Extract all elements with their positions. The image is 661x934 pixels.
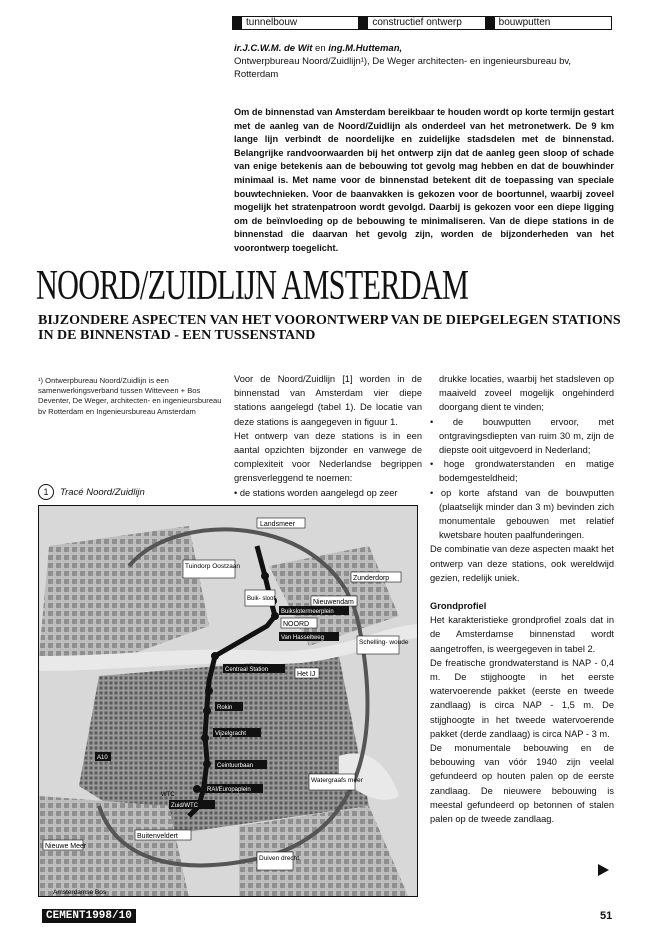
map-label-zuidwtc: Zuid/WTC: [171, 803, 198, 809]
map-label-schellingwoude: Schelling- woude: [359, 639, 409, 646]
map-label-buikslotermeerplein: Buikslotermeerplein: [281, 609, 334, 615]
body-column-2: [234, 372, 422, 500]
tab-constructief-ontwerp: [359, 17, 485, 29]
tab-marker: [233, 17, 242, 29]
tab-marker: [486, 17, 495, 29]
route-map: [38, 505, 418, 897]
article-title: NOORD/ZUIDLIJN AMSTERDAM: [36, 263, 469, 309]
bullet-item: • hoge grondwaterstanden en matige bodemgesteldheid;: [430, 459, 614, 484]
map-label-ceintuurbaan: Ceintuurbaan: [217, 763, 254, 769]
tab-tunnelbouw: [233, 17, 359, 29]
continue-arrow-icon: [598, 864, 609, 876]
bullet-item: • op korte afstand van de bouwputten (plaatselijk minder dan 3 m) bevinden zich monumentale gebouwen met relatief kwetsbare houten paalfunderingen.: [430, 487, 614, 541]
tab-label: tunnelbouw: [246, 17, 298, 28]
tab-marker: [359, 17, 368, 29]
map-label-centraal: Centraal Station: [225, 667, 269, 673]
author-affiliation: Ontwerpbureau Noord/Zuidlijn¹), De Weger architecten- en ingenieursbureau bv, Rotterdam: [234, 56, 572, 80]
map-label-wtc: WTC: [161, 792, 175, 798]
bullet-item: • de bouwputten ervoor, met ontgravingsdiepten van ruim 30 m, zijn de diepste ooit uitgevoerd in Nederland;: [430, 416, 614, 456]
bullet-continuation: drukke locaties, waarbij het stadsleven op maaiveld zoveel mogelijk ongehinderd doorgang dient te vinden;: [439, 374, 614, 413]
map-label-a10: A10: [97, 755, 108, 761]
paragraph: Het ontwerp van deze stations is in een aantal opzichten bijzonder en vanwege de complexiteit voor Nederlandse begrippen grensverleggend te noemen:: [234, 430, 422, 484]
map-label-vijzelgracht: Vijzelgracht: [215, 731, 246, 737]
bullet-item: • de stations worden aangelegd op zeer: [234, 487, 398, 498]
author-block: [234, 42, 614, 81]
page-number: 51: [600, 910, 613, 922]
map-label-rai: RAI/Europaplein: [207, 787, 251, 793]
map-label-amsterdamse-bos: Amsterdamse Bos: [53, 889, 107, 896]
map-label-hetij: Het IJ: [297, 671, 316, 678]
map-label-rokin: Rokin: [217, 705, 233, 711]
figure-caption-text: Tracé Noord/Zuidlijn: [60, 486, 145, 498]
issue-label: CEMENT1998/10: [42, 909, 136, 923]
map-label-buitenveldert: Buitenveldert: [137, 833, 178, 840]
figure-caption: [38, 484, 145, 500]
tab-label: constructief ontwerp: [372, 17, 462, 28]
paragraph: De combinatie van deze aspecten maakt het ontwerp van deze stations, ook wereldwijd gezien, redelijk uniek.: [430, 544, 614, 583]
map-label-duivendrecht: Duiven drecht: [259, 855, 300, 862]
tab-label: bouwputten: [498, 17, 551, 28]
map-label-buiksloot: Buik- sloot: [247, 596, 276, 602]
map-label-noord: NOORD: [283, 621, 310, 628]
intro-paragraph: Om de binnenstad van Amsterdam bereikbaar te houden wordt op korte termijn gestart met de aanleg van de Noord/Zuidlijn als onderdeel van het metronetwerk. De 9 km lange lijn verbindt de noordelijke en zuidelijke stadsdelen met de binnenstad. Belangrijke randvoorwaarden bij het ontwerp zijn dat de aanleg geen sloop of schade van enige betekenis aan de bebouwing tot gevolg mag hebben en dat de bouwhinder minimaal is. Met name voor de binnenstad betekent dit de toepassing van speciale bouwtechnieken. Voor de baanvakken is gekozen voor de boortunnel, waarbij zoveel mogelijk het stratenpatroon wordt gevolgd. Daarbij is gekozen voor een diepe ligging om de beïnvloeding op de bebouwing te minimaliseren. Van de diepe stations in de binnenstad die daarvan het gevolg zijn, worden de bijzonderheden van het voorontwerp toegelicht.: [234, 107, 614, 253]
map-label-zunderdorp: Zunderdorp: [353, 575, 390, 582]
section-heading: Grondprofiel: [430, 601, 487, 612]
author-b: ing.M.Hutteman,: [328, 43, 403, 54]
category-tabs: [232, 16, 612, 30]
tab-bouwputten: [486, 17, 611, 29]
paragraph: De freatische grondwaterstand is NAP - 0,4 m. De stijghoogte in het eerste watervoerende pakket (eerste en tweede zandlaag) is circa NAP - 1,5 m. De stijghoogte in het tweede watervoerende pakket (derde zandlaag) is circa NAP - 3 m.: [430, 657, 614, 739]
paragraph: De monumentale bebouwing en de bebouwing van vóór 1940 zijn veelal gefundeerd op houten palen op de eerste zandlaag. De nieuwere bebouwing is meestal gefundeerd op betonnen of stalen palen op de tweede zandlaag.: [430, 743, 614, 825]
figure-number: 1: [38, 484, 54, 500]
article-subtitle: BIJZONDERE ASPECTEN VAN HET VOORONTWERP VAN DE DIEPGELEGEN STATIONS IN DE BINNENSTAD - EEN TUSSENSTAND: [38, 313, 621, 343]
route-map-graphic: [39, 506, 418, 897]
map-label-tuindorp: Tuindorp Oostzaan: [185, 563, 241, 570]
map-label-nieuwendam: Nieuwendam: [313, 599, 354, 606]
map-label-nieuwemeer: Nieuwe Meer: [45, 843, 87, 850]
author-join: en: [312, 43, 329, 54]
footnote: ¹) Ontwerpbureau Noord/Zuidlijn is een samenwerkingsverband tussen Witteveen + Bos Deventer, De Weger, architecten- en ingenieursbureau bv Rotterdam en Ingenieursbureau Amsterdam: [38, 376, 222, 416]
map-label-landsmeer: Landsmeer: [260, 521, 296, 528]
paragraph: Voor de Noord/Zuidlijn [1] worden in de binnenstad van Amsterdam vier diepe stations aangelegd (tabel 1). De locatie van deze stations is aangegeven in figuur 1.: [234, 374, 422, 427]
paragraph: Het karakteristieke grondprofiel zoals dat in de Amsterdamse binnenstad wordt aangetroffen, is weergegeven in tabel 2.: [430, 615, 614, 654]
author-a: ir.J.C.W.M. de Wit: [234, 43, 313, 54]
body-column-3: [430, 372, 614, 826]
map-label-vanhasseltweg: Van Hasseltweg: [281, 635, 324, 641]
map-label-watergraafsmeer: Watergraafs meer: [311, 777, 363, 784]
